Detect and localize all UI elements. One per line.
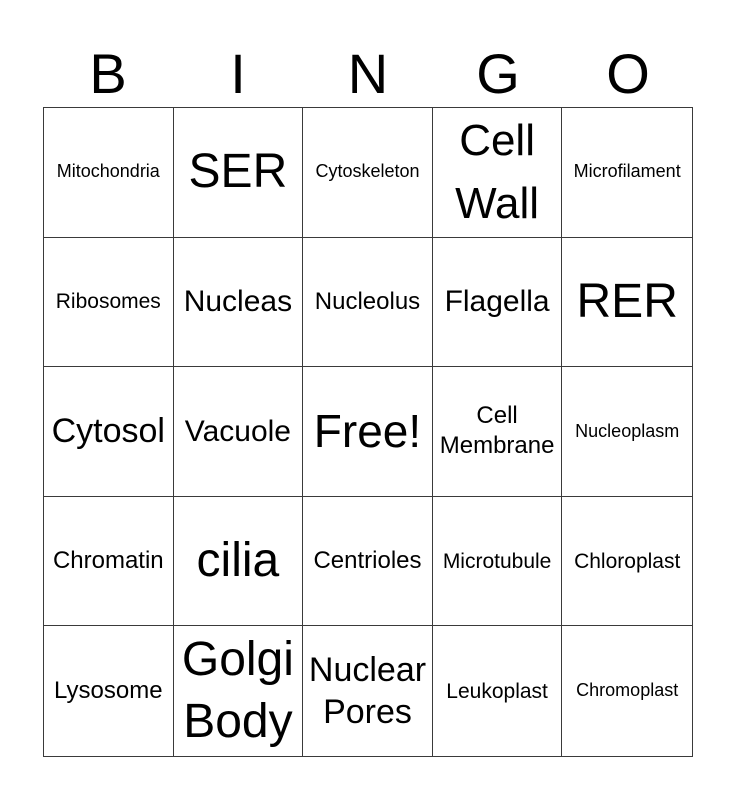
bingo-cell[interactable]: RER [562,238,692,368]
header-letter-b: B [89,42,127,105]
bingo-cell[interactable]: cilia [174,497,304,627]
bingo-cell[interactable]: Chloroplast [562,497,692,627]
bingo-cell[interactable]: Cell Membrane [433,367,563,497]
bingo-cell[interactable]: Nucleolus [303,238,433,368]
bingo-cell[interactable]: Microfilament [562,108,692,238]
header-letter-i: I [230,42,246,105]
header-letter-g: G [476,42,520,105]
bingo-cell[interactable]: Ribosomes [44,238,174,368]
bingo-cell[interactable]: Lysosome [44,626,174,756]
bingo-header [43,44,693,104]
bingo-cell[interactable]: Centrioles [303,497,433,627]
bingo-cell[interactable]: Chromoplast [576,680,679,701]
bingo-cell[interactable]: Leukoplast [433,626,563,756]
bingo-cell[interactable]: Flagella [433,238,563,368]
bingo-cell[interactable]: Nucleoplasm [562,367,692,497]
header-letter-n: N [347,42,389,105]
header-letter-o: O [606,42,650,105]
bingo-cell[interactable]: Nucleas [174,238,304,368]
free-space-cell[interactable]: Free! [303,367,433,497]
bingo-cell[interactable]: Cytosol [44,367,174,497]
bingo-cell[interactable]: Mitochondria [44,108,174,238]
bingo-cell[interactable]: SER [174,108,304,238]
bingo-cell[interactable]: Nuclear Pores [303,626,433,756]
bingo-cell[interactable]: Golgi Body [174,626,304,756]
bingo-cell[interactable]: Vacuole [174,367,304,497]
bingo-board [43,107,693,757]
bingo-cell[interactable]: Cell Wall [433,108,563,238]
bingo-cell[interactable]: Microtubule [433,497,563,627]
bingo-cell[interactable]: Cytoskeleton [303,108,433,238]
bingo-cell[interactable]: Chromatin [44,497,174,627]
